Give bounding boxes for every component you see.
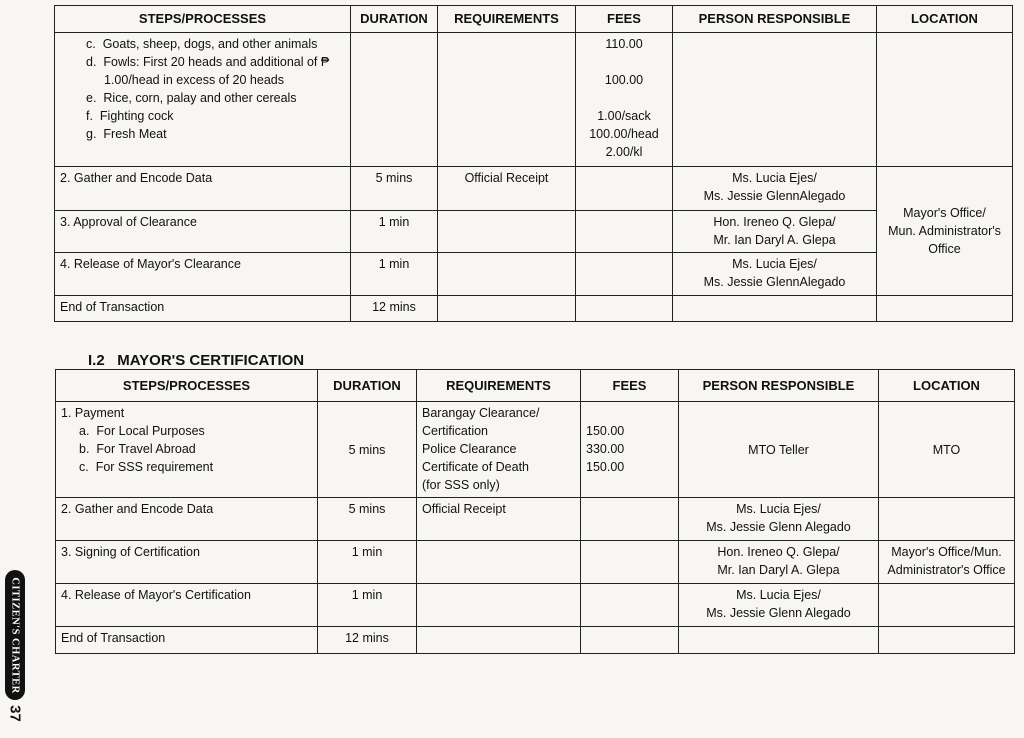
table-row [56, 584, 1015, 627]
table-header-row [55, 6, 1013, 33]
fees-cell [581, 584, 679, 627]
list-item: a. For Local Purposes [79, 424, 205, 438]
total-duration: 12 mins [318, 627, 417, 654]
header-location: LOCATION [879, 370, 1015, 402]
fee-values: 150.00 330.00 150.00 [581, 402, 679, 498]
table-row [55, 296, 1013, 322]
fees-cell [581, 541, 679, 584]
empty-cell [879, 627, 1015, 654]
duration-cell: 1 min [318, 541, 417, 584]
person-cell [673, 33, 877, 167]
location-cell [877, 33, 1013, 167]
header-duration: DURATION [318, 370, 417, 402]
total-duration: 12 mins [351, 296, 438, 322]
header-steps: STEPS/PROCESSES [55, 6, 351, 33]
fees-cell [576, 211, 673, 253]
header-requirements: REQUIREMENTS [438, 6, 576, 33]
fee-value: 100.00 [604, 73, 644, 87]
end-transaction-label: End of Transaction [55, 296, 351, 322]
step-cell: 4. Release of Mayor's Certification [56, 584, 318, 627]
empty-cell [438, 296, 576, 322]
header-person: PERSON RESPONSIBLE [673, 6, 877, 33]
fee-values [576, 33, 673, 167]
header-steps: STEPS/PROCESSES [56, 370, 318, 402]
fee-value: 100.00/head [589, 127, 659, 141]
requirements-cell [438, 211, 576, 253]
person-cell: Ms. Lucia Ejes/ Ms. Jessie GlennAlegado [673, 167, 877, 211]
list-item: f. Fighting cock [86, 109, 174, 123]
fee-item-list [55, 33, 351, 167]
duration-cell: 5 mins [318, 498, 417, 541]
list-item: b. For Travel Abroad [79, 442, 196, 456]
location-cell: Mayor's Office/ Mun. Administrator's Office [877, 167, 1013, 296]
header-location: LOCATION [877, 6, 1013, 33]
list-item: d. Fowls: First 20 heads and additional of ₱ 1.00/head in excess of 20 heads [86, 55, 330, 87]
list-item: c. For SSS requirement [79, 460, 214, 474]
requirements-cell: Barangay Clearance/ Certification Police Clearance Certificate of Death (for SSS only) [417, 402, 581, 498]
end-transaction-label: End of Transaction [56, 627, 318, 654]
fee-value [581, 53, 667, 71]
duration-cell: 1 min [351, 211, 438, 253]
empty-cell [581, 627, 679, 654]
list-item: e. Rice, corn, palay and other cereals [86, 91, 297, 105]
requirements-cell: Official Receipt [417, 498, 581, 541]
empty-cell [417, 627, 581, 654]
location-cell [879, 584, 1015, 627]
requirements-cell [438, 253, 576, 296]
step-cell: 4. Release of Mayor's Clearance [55, 253, 351, 296]
requirements-cell: Official Receipt [438, 167, 576, 211]
requirements-cell [417, 541, 581, 584]
step-cell: 2. Gather and Encode Data [56, 498, 318, 541]
payment-title: 1. Payment [61, 406, 125, 420]
table-row [55, 253, 1013, 296]
header-fees: FEES [581, 370, 679, 402]
fee-value [581, 89, 667, 107]
header-person: PERSON RESPONSIBLE [679, 370, 879, 402]
step-cell: 3. Signing of Certification [56, 541, 318, 584]
clearance-fees-table [54, 5, 1013, 322]
duration-cell: 5 mins [351, 167, 438, 211]
location-cell: MTO [879, 402, 1015, 498]
duration-cell: 1 min [318, 584, 417, 627]
duration-cell [351, 33, 438, 167]
table-row [55, 211, 1013, 253]
fee-value: 1.00/sack [597, 109, 651, 123]
person-cell: Ms. Lucia Ejes/ Ms. Jessie GlennAlegado [673, 253, 877, 296]
fees-cell [576, 253, 673, 296]
table-header-row [56, 370, 1015, 402]
table-row [56, 627, 1015, 654]
location-cell: Mayor's Office/Mun. Administrator's Office [879, 541, 1015, 584]
location-cell [879, 498, 1015, 541]
step-cell: 3. Approval of Clearance [55, 211, 351, 253]
fees-cell [581, 498, 679, 541]
table-row [56, 498, 1015, 541]
section-title: I.2 MAYOR'S CERTIFICATION [88, 352, 305, 369]
table-row [56, 402, 1015, 498]
side-tab-label: CITIZEN'S CHARTER [9, 576, 21, 694]
person-cell: Ms. Lucia Ejes/ Ms. Jessie Glenn Alegado [679, 584, 879, 627]
list-item: g. Fresh Meat [86, 127, 167, 141]
fees-cell [576, 167, 673, 211]
duration-cell: 1 min [351, 253, 438, 296]
table-row [55, 33, 1013, 167]
person-cell: Ms. Lucia Ejes/ Ms. Jessie Glenn Alegado [679, 498, 879, 541]
step-cell [56, 402, 318, 498]
empty-cell [679, 627, 879, 654]
fee-value: 2.00/kl [605, 145, 643, 159]
header-duration: DURATION [351, 6, 438, 33]
side-tab [5, 570, 25, 700]
fee-value: 110.00 [605, 37, 643, 51]
requirements-cell [417, 584, 581, 627]
certification-table [55, 369, 1015, 654]
person-cell: Hon. Ireneo Q. Glepa/ Mr. Ian Daryl A. Glepa [673, 211, 877, 253]
empty-cell [576, 296, 673, 322]
empty-cell [877, 296, 1013, 322]
header-requirements: REQUIREMENTS [417, 370, 581, 402]
header-fees: FEES [576, 6, 673, 33]
empty-cell [673, 296, 877, 322]
duration-cell: 5 mins [318, 402, 417, 498]
person-cell: Hon. Ireneo Q. Glepa/ Mr. Ian Daryl A. Glepa [679, 541, 879, 584]
table-row [55, 167, 1013, 211]
person-cell: MTO Teller [679, 402, 879, 498]
table-row [56, 541, 1015, 584]
requirements-cell [438, 33, 576, 167]
list-item: c. Goats, sheep, dogs, and other animals [86, 37, 318, 51]
page-number: 37 [6, 705, 24, 722]
step-cell: 2. Gather and Encode Data [55, 167, 351, 211]
